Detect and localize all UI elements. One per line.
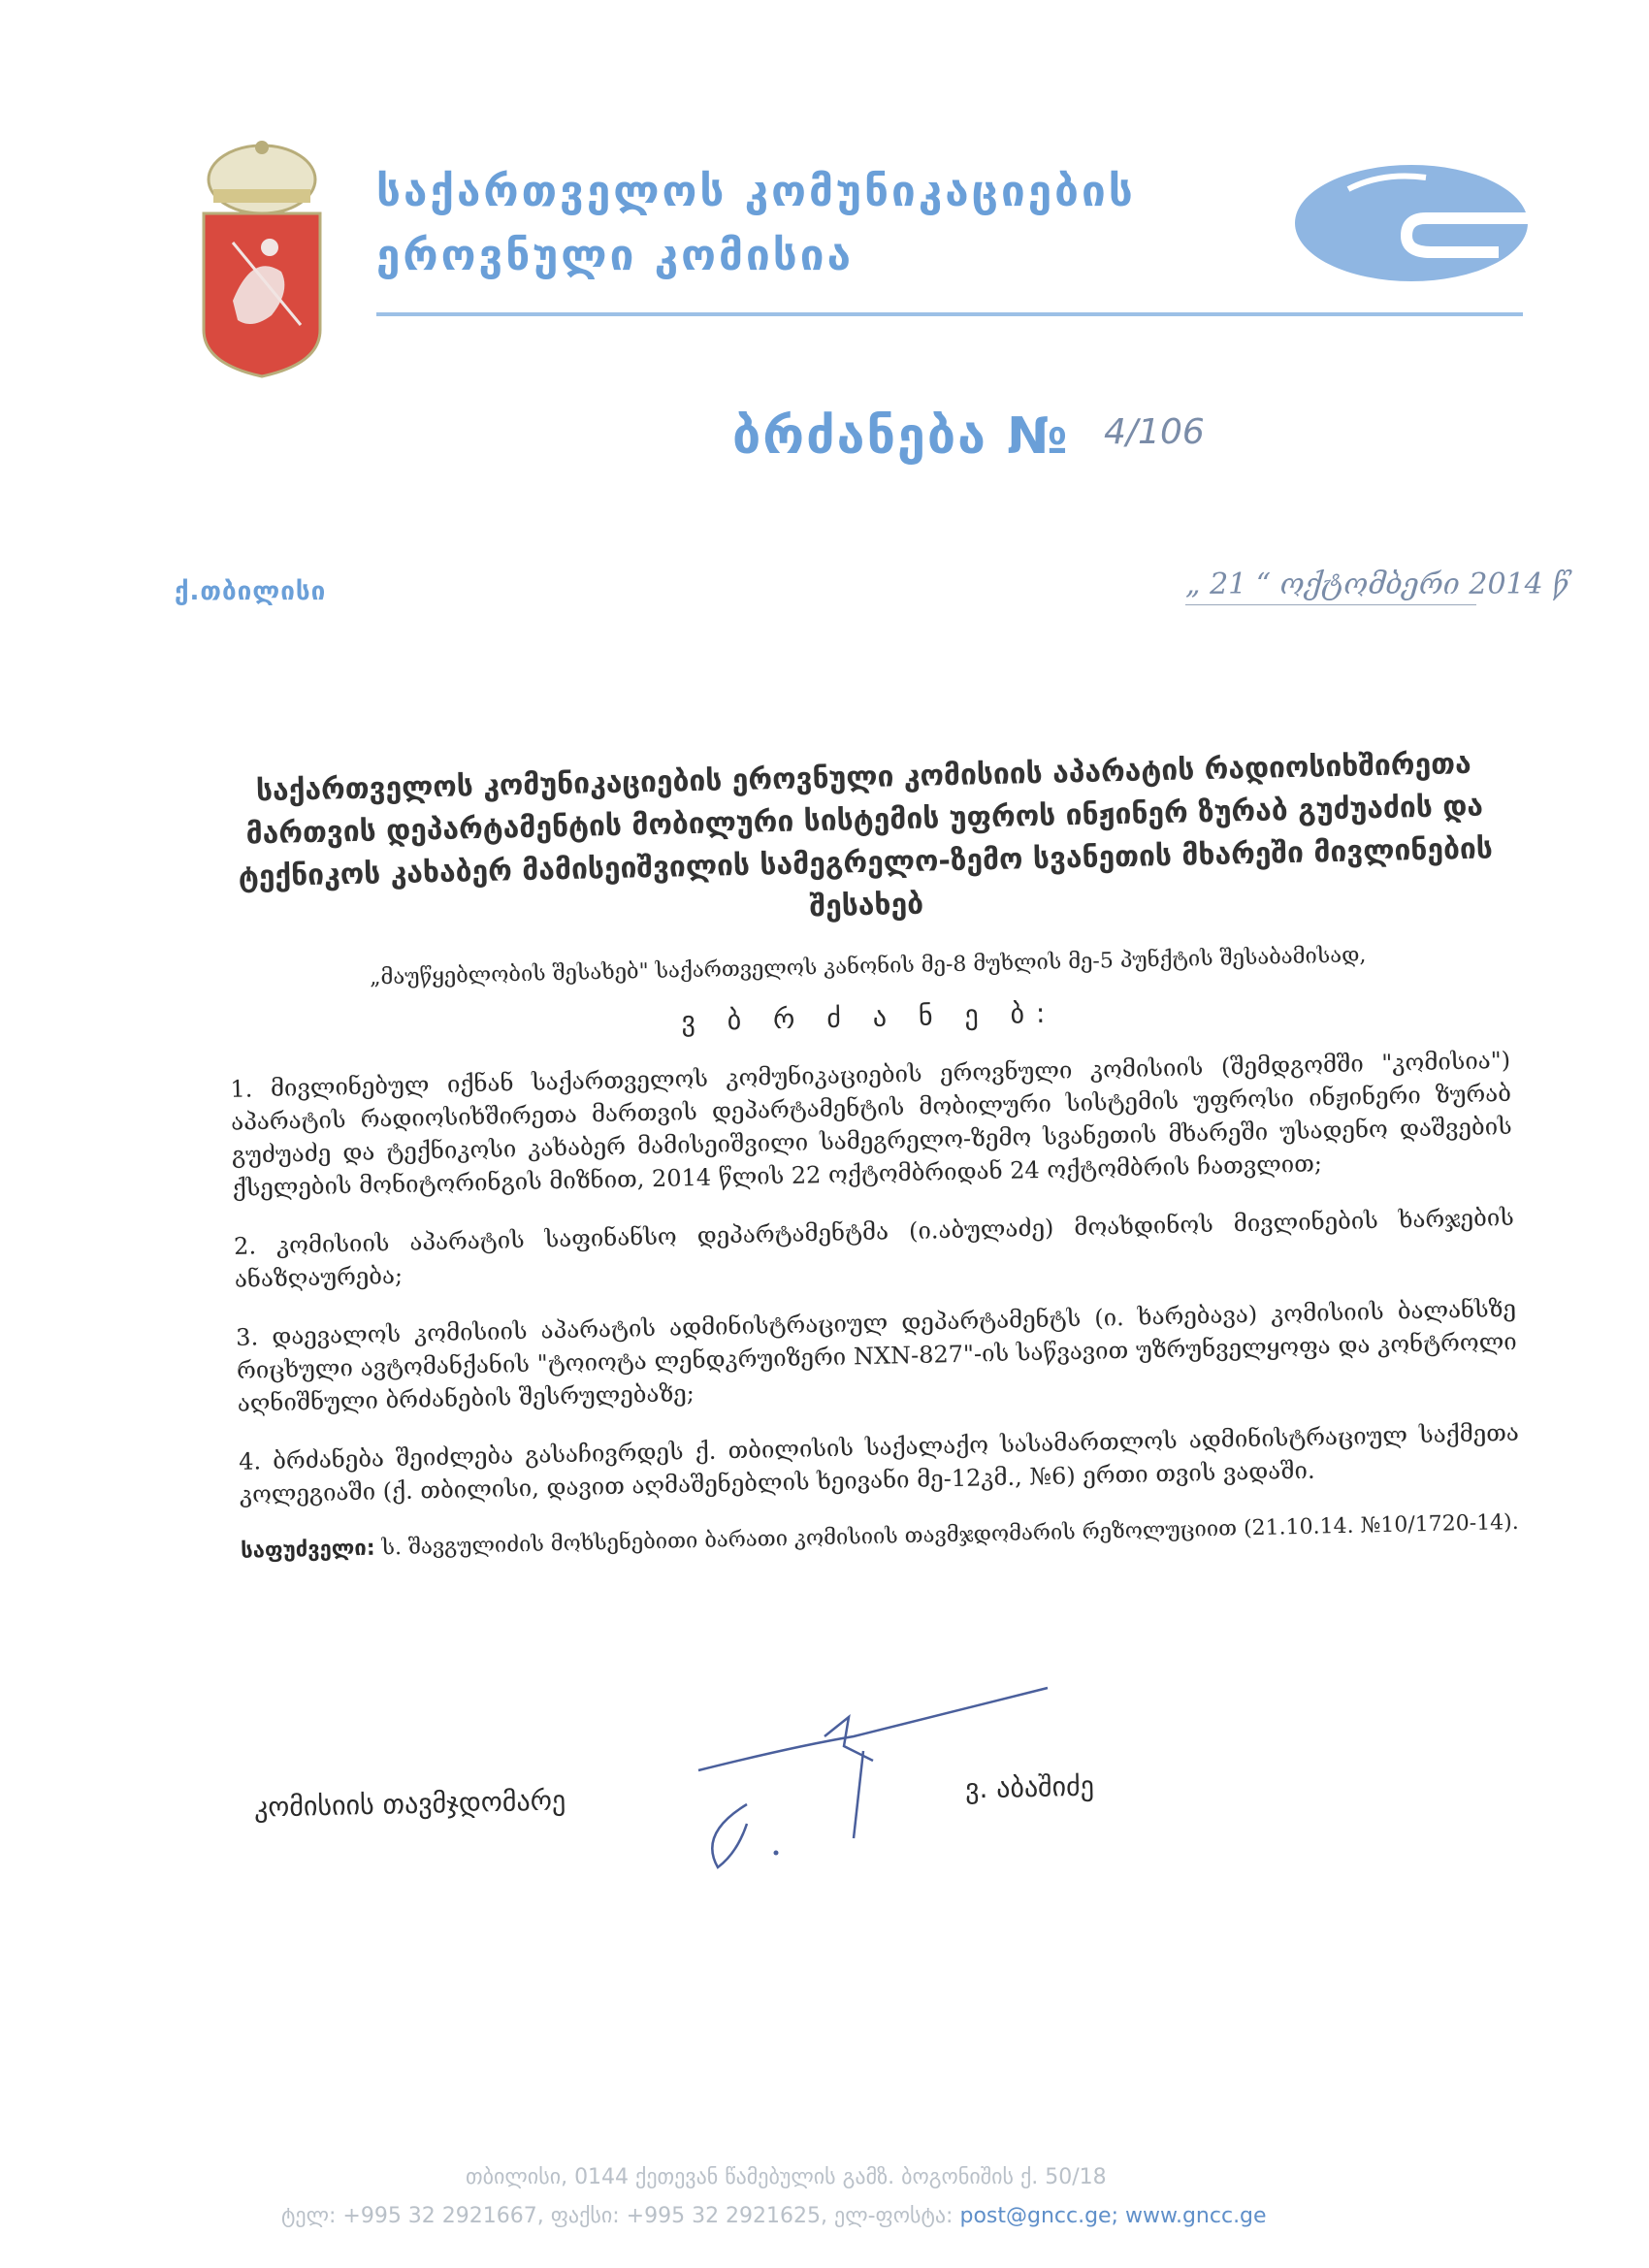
order-item: 2. კომისიის აპარატის საფინანსო დეპარტამენტმა (ი.აბულაძე) მოახდინოს მივლინების ხარჯების ანაზღაურება; bbox=[233, 1203, 1515, 1293]
signatory-role: კომისიის თავმჯდომარე bbox=[253, 1784, 566, 1824]
order-number: 4/106 bbox=[1104, 412, 1205, 452]
org-name-line-2: ეროვნული კომისია bbox=[376, 231, 854, 280]
footer-email-link[interactable]: post@gncc.ge; bbox=[959, 2204, 1119, 2228]
footnote bbox=[241, 1507, 1521, 1568]
date-underline bbox=[1185, 604, 1476, 605]
issue-date: „ 21 “ ოქტომბერი 2014 წ bbox=[1185, 567, 1568, 601]
footnote-label: საფუძველი: bbox=[240, 1536, 375, 1564]
footer-address: თბილისი, 0144 ქეთევან წამებულის გამზ. ბოგონიშის ქ. 50/18 bbox=[466, 2165, 1107, 2189]
footer-phones: ტელ: +995 32 2921667, ფაქსი: +995 32 2921625, ელ-ფოსტა: bbox=[281, 2204, 954, 2228]
footnote-text: ს. შავგულიძის მოხსენებითი ბარათი კომისიის თავმჯდომარის რეზოლუციით (21.10.14. №10/1720-14). bbox=[381, 1509, 1520, 1561]
order-item: 3. დაევალოს კომისიის აპარატის ადმინისტრაციულ დეპარტამენტს (ი. ხარებავა) კომისიის ბალანსზე რიცხული ავტომანქანის "ტოიოტა ლენდკრუიზერი NXN-827"-ის საწვავით უზრუნველყოფა და კონტროლი აღნიშნული ბრძანების შესრულებაზე; bbox=[235, 1294, 1517, 1417]
order-item: 4. ბრძანება შეიძლება გასაჩივრდეს ქ. თბილისის საქალაქო სასამართლოს ადმინისტრაციულ საქმეთა კოლეგიაში (ქ. თბილისი, დავით აღმაშენებლის ხეივანი მე-12კმ., №6) ერთი თვის ვადაში. bbox=[238, 1418, 1520, 1508]
order-verb: ვ ბ რ ძ ა ნ ე ბ: bbox=[681, 996, 1057, 1038]
gncc-logo-icon bbox=[1290, 160, 1533, 286]
legal-basis: „მაუწყებლობის შესახებ" საქართველოს კანონის მე-8 მუხლის მე-5 პუნქტის შესაბამისად, bbox=[369, 943, 1367, 990]
document-body bbox=[223, 742, 1521, 1568]
footer-website-link[interactable]: www.gncc.ge bbox=[1125, 2204, 1267, 2228]
org-name-line-1: საქართველოს კომუნიკაციების bbox=[376, 167, 1136, 216]
order-subject: საქართველოს კომუნიკაციების ეროვნული კომისიის აპარატის რადიოსიხშირეთა მართვის დეპარტამენტის მობილური სისტემის უფროს ინჟინერ ზურაბ გუძუაძის და ტექნიკოს კახაბერ მამისეიშვილის სამეგრელო-ზემო სვანეთის მხარეში მივლინების შესახებ bbox=[238, 746, 1494, 924]
signatory-name: ვ. აბაშიძე bbox=[964, 1769, 1095, 1805]
header-divider bbox=[376, 312, 1523, 316]
footer-contacts bbox=[281, 2204, 1267, 2228]
place-of-issue: ქ.თბილისი bbox=[175, 577, 327, 606]
order-item: 1. მივლინებულ იქნან საქართველოს კომუნიკაციების ეროვნული კომისიის (შემდგომში "კომისია") აპარატის რადიოსიხშირეთა მართვის დეპარტამენტის მობილური სისტემის უფროსი ინჟინერი ზურაბ გუძუაძე და ტექნიკოსი კახაბერ მამისეიშვილი სამეგრელო-ზემო სვანეთის მხარეში უსადენო დაშვების ქსელების მონიტორინგის მიზნით, 2014 წლის 22 ოქტომბრიდან 24 ოქტომბრის ჩათვლით; bbox=[230, 1046, 1512, 1202]
coat-of-arms-icon bbox=[194, 136, 330, 378]
order-title: ბრძანება № bbox=[732, 407, 1070, 466]
